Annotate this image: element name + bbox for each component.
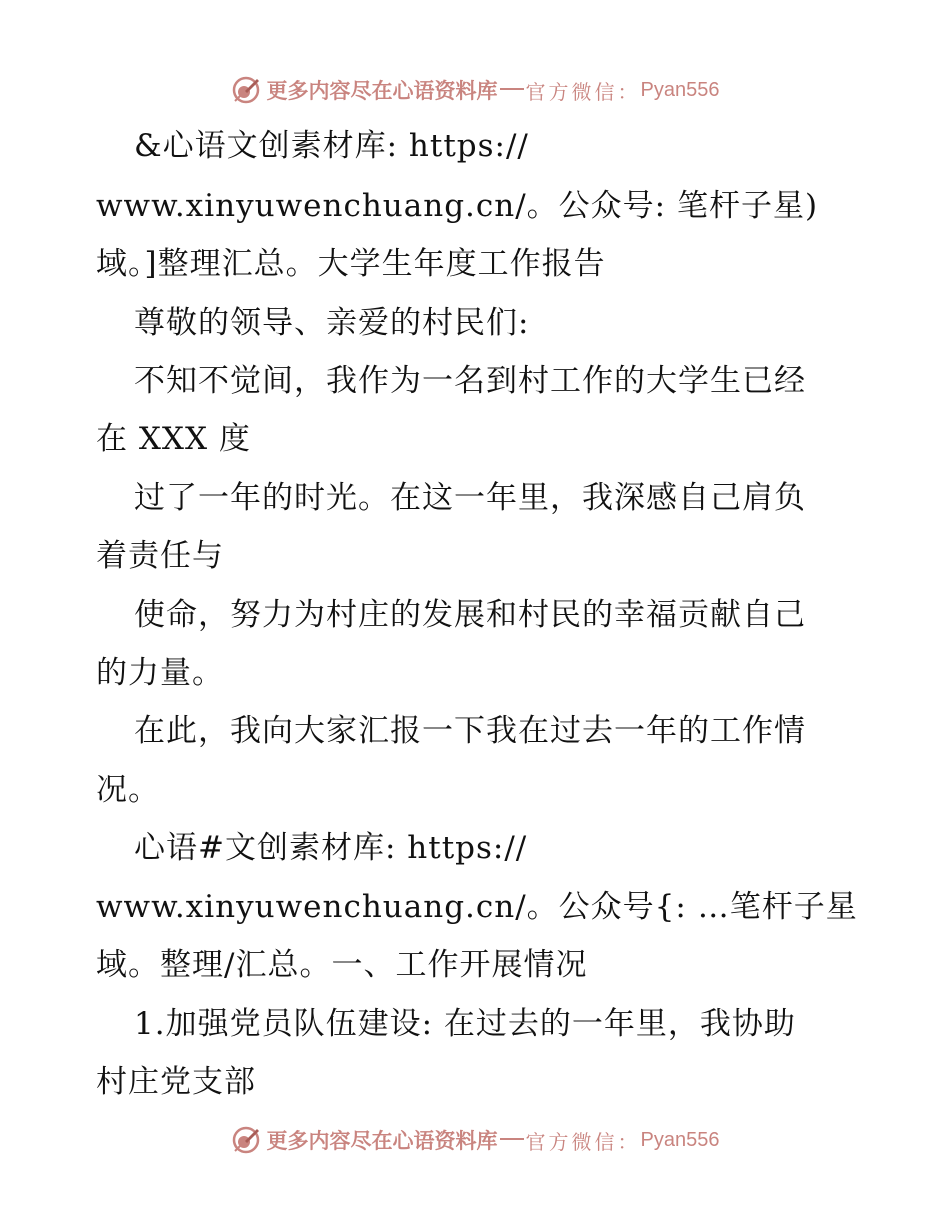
quill-pen-seal-icon [231,75,261,105]
body-line: www.xinyuwenchuang.cn/。公众号{: …笔杆子星 [96,889,858,925]
quill-pen-seal-icon [231,1125,261,1155]
body-line: 心语#文创素材库: https:// [134,830,528,866]
footer-banner [0,1122,950,1158]
body-line: 况。 [96,772,160,808]
body-line: 使命，努力为村庄的发展和村民的幸福贡献自己 [134,597,806,633]
banner-official-label: 官方微信： [525,79,641,104]
banner-wechat-id: Pyan556 [640,1128,720,1151]
header-banner [0,72,950,108]
banner-main-text: 更多内容尽在心语资料库 [266,78,498,103]
banner-official-label: 官方微信： [525,1129,641,1154]
body-line: &心语文创素材库: https:// [134,128,529,164]
body-line: 过了一年的时光。在这一年里，我深感自己肩负 [134,480,806,516]
body-line: 域。]整理汇总。大学生年度工作报告 [96,246,606,282]
body-line: 在 XXX 度 [96,421,251,457]
banner-dash [500,1138,524,1140]
body-line: 着责任与 [96,538,224,574]
body-line: 尊敬的领导、亲爱的村民们: [134,305,530,341]
body-line: 域。整理/汇总。一、工作开展情况 [96,947,588,983]
banner-wechat-id: Pyan556 [640,78,720,101]
banner-dash [500,88,524,90]
body-line: 在此，我向大家汇报一下我在过去一年的工作情 [134,713,806,749]
body-line: 村庄党支部 [96,1064,256,1100]
body-line: 不知不觉间，我作为一名到村工作的大学生已经 [134,363,806,399]
body-line: 1.加强党员队伍建设: 在过去的一年里，我协助 [134,1006,796,1042]
body-line: 的力量。 [96,655,224,691]
banner-main-text: 更多内容尽在心语资料库 [266,1128,498,1153]
body-line: www.xinyuwenchuang.cn/。公众号: 笔杆子星) [96,188,819,224]
